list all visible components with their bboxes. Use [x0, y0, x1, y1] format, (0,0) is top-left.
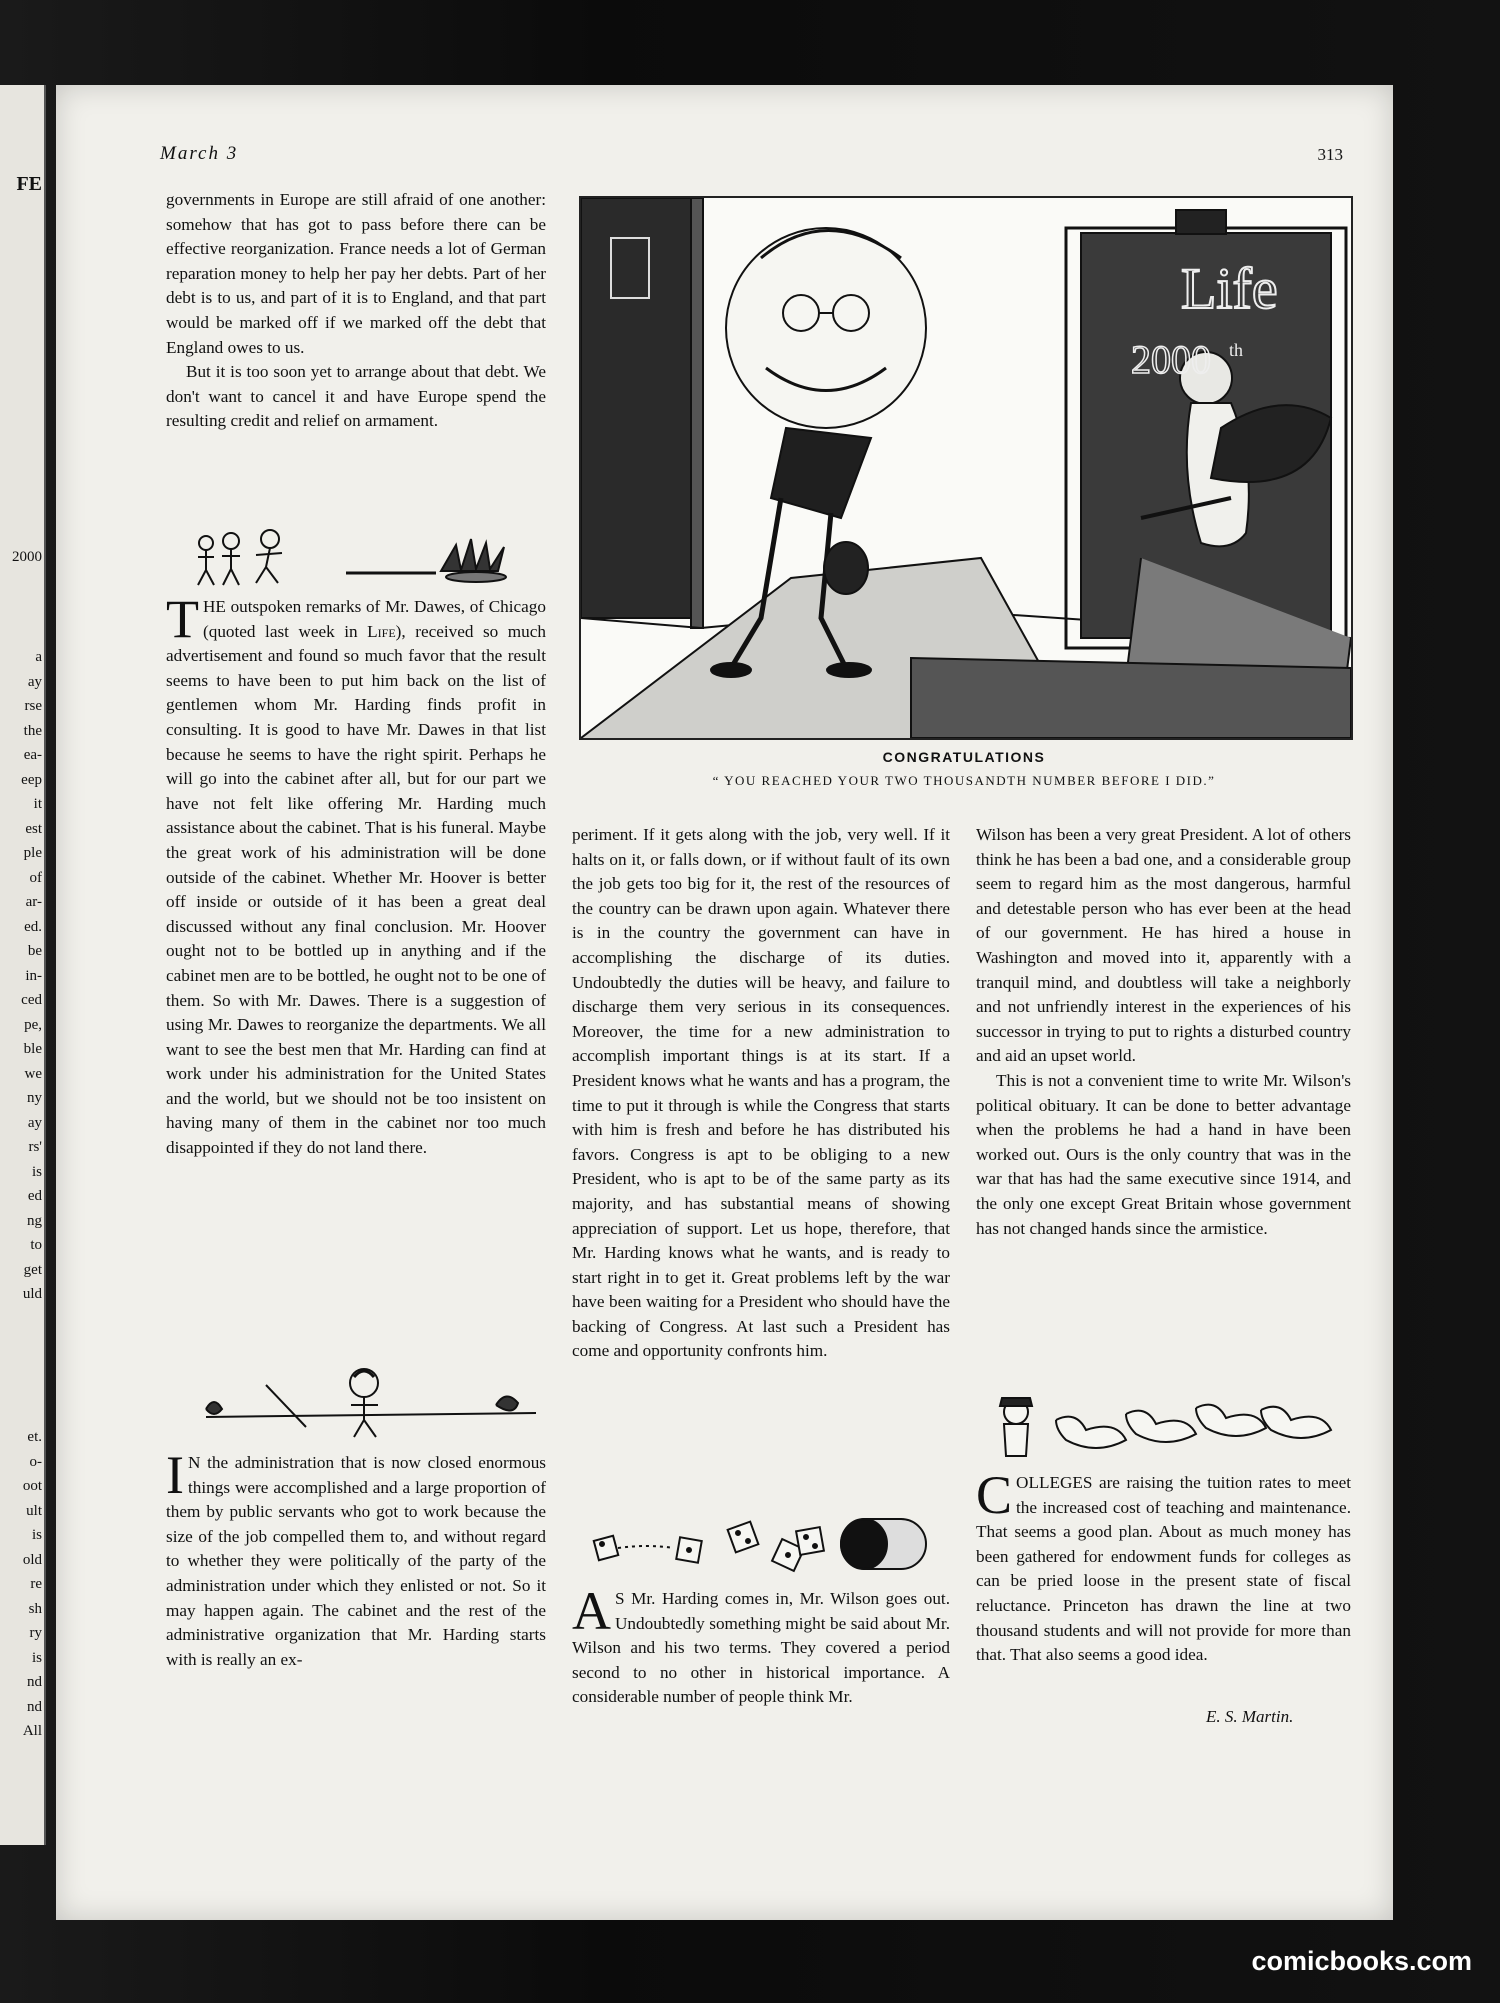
drop-cap: I [166, 1445, 184, 1505]
adjacent-page-fragment: is [31, 1527, 42, 1543]
adjacent-page-fragment: et. [27, 1429, 42, 1445]
vignette-tightrope-figure [186, 1365, 556, 1445]
drop-cap: C [976, 1465, 1013, 1525]
drop-cap: A [572, 1581, 611, 1641]
watermark: comicbooks.com [1251, 1946, 1472, 1976]
column-1-continued [166, 589, 546, 1161]
adjacent-page-fragment: rse [24, 698, 42, 714]
vignette-marching-figures [186, 525, 556, 595]
cartoon-caption-quote: “ YOU REACHED YOUR TWO THOUSANDTH NUMBER BEFORE I DID.” [712, 773, 1216, 788]
adjacent-page-fragment: ng [27, 1212, 42, 1229]
drop-cap: T [166, 589, 199, 649]
author-signature: E. S. Martin. [1206, 1707, 1294, 1726]
adjacent-page-fragment: in- [25, 967, 42, 984]
adjacent-page-fragment: sh [28, 1600, 42, 1617]
paragraph: periment. If it gets along with the job, very well. If it halts on it, or falls down, or if without fault of its own the job gets too big for it, the rest of the resources of the country can be drawn upon again. Whatever there is in the country the government can have in accomplishing the discharge of its duties. Undoubtedly the duties will be heavy, and failure to discharge them very serious in its consequences. Moreover, the time for a new administration to accomplish important things is at its start. If a President knows what he wants and has a program, the time to put it through is while the Congress that starts with him is fresh and before he has distributed his favors. Congress is apt to be obliging to a new President, who is apt to be of the same party as its majority, and has substantial means of showing appreciation of support. Let us hope, therefore, that Mr. Harding knows what he wants, and is ready to start right in to get it. Great problems left by the war have been waiting for a President who should have the backing of Congress. At last such a President has come and opportunity confronts him. [572, 825, 950, 1361]
adjacent-page-fragment: oot [22, 1478, 42, 1494]
column-3-bottom [976, 1465, 1351, 1668]
paragraph: governments in Europe are still afraid of one another: somehow that has got to pass before there can be effective reorganization. France needs a lot of German reparation money to help her pay her debts. Part of her debt is to us, and part of it is to England, and that part would be marked off if we marked off the debt that England owes to us. [166, 190, 546, 357]
adjacent-page-fragment: a [35, 649, 42, 665]
adjacent-page-fragment: old [22, 1551, 42, 1568]
cartoon-caption-title: CONGRATULATIONS [882, 749, 1046, 765]
column-3 [976, 823, 1351, 1241]
adjacent-page-fragment: All [22, 1723, 42, 1739]
paragraph-dawes: THE outspoken remarks of Mr. Dawes, of Chicago (quoted last week in Life), received so much advertisement and found so much favor that the result seems to have been to put him back on the list of gentlemen whom Mr. Harding finds profit in consulting. It is good to have Mr. Dawes in that list because he seems to have the right spirit. Perhaps he will go into the cabinet after all, but for our part we have not felt like offering Mr. Harding much assistance about the cabinet. That is his funeral. Maybe the great work of his administration will be done outside of the cabinet. Whether Mr. Hoover is better off inside or outside of it has been a great deal discussed without any final conclusion. Mr. Hoover ought not to be bottled up in anything and if the cabinet men are to be bottled, he ought not to be one of them. So with Mr. Dawes. There is a suggestion of using Mr. Dawes to reorganize the departments. We all want to see the best men that Mr. Harding can find at work under his administration for the United States and the world, but we should not be too insistent on having many of them in the cabinet nor too much disappointed if they do not land there. [166, 589, 546, 1158]
adjacent-page-fragment: ar- [25, 894, 42, 910]
adjacent-page-fragment: eep [21, 771, 42, 788]
adjacent-page-fragment: the [23, 722, 42, 739]
adjacent-page-fragment: uld [22, 1286, 42, 1302]
vignette-geese [986, 1390, 1346, 1470]
adjacent-page-fragment: ry [29, 1625, 42, 1641]
paragraph-wilson: A S Mr. Harding comes in, Mr. Wilson goes out. Undoubtedly something might be said about Mr. Wilson and his two terms. They covered a period second to no other in historical importance. A considerable number of people think Mr. [572, 1581, 950, 1707]
adjacent-page-header: FE [16, 173, 42, 195]
column-1-bottom [166, 1445, 546, 1672]
cartoon-board-number: 2000 [1131, 337, 1211, 382]
adjacent-page-fragment: rs' [28, 1139, 42, 1155]
adjacent-page-fragment: ple [23, 845, 42, 861]
adjacent-page-fragment: is [31, 1163, 42, 1180]
adjacent-page-fragment: 2000 [12, 549, 42, 565]
paragraph: Wilson has been a very great President. A lot of others think he has been a bad one, and a considerable group seem to regard him as the most dangerous, harmful and detestable person who has ever been at the head of our government. He has hired a house in Washington and moved into it, apparently with a tranquil mind, and doubtless will take a neighborly and not unfriendly interest in the experiences of his successor in trying to put to rights a disturbed country and aid an upset world. [976, 825, 1351, 1066]
magazine-page [56, 85, 1393, 1920]
cartoon-board-suffix: th [1229, 340, 1244, 360]
adjacent-page-fragment: ult [26, 1502, 42, 1519]
adjacent-page-fragment: ed. [24, 918, 42, 935]
adjacent-page-fragment: to [30, 1237, 42, 1253]
adjacent-page-fragment: o- [29, 1453, 42, 1470]
cartoon-illustration [579, 196, 1353, 740]
page-number: 313 [1317, 145, 1343, 164]
adjacent-page-fragment: of [29, 869, 42, 886]
adjacent-page-fragment: ay [27, 673, 42, 690]
paragraph: But it is too soon yet to arrange about that debt. We don't want to cancel it and have Europe spend the resulting credit and relief on armament. [166, 362, 546, 431]
adjacent-page-fragment: est [25, 820, 42, 837]
adjacent-page-edge [0, 85, 46, 1845]
cartoon-board-title: Life [1181, 256, 1278, 321]
page-date: March 3 [160, 143, 239, 164]
adjacent-page-fragment: nd [27, 1698, 42, 1715]
adjacent-page-fragment: ny [27, 1090, 42, 1106]
column-2-bottom [572, 1581, 950, 1710]
adjacent-page-fragment: ea- [23, 747, 42, 763]
paragraph-administration: I N the administration that is now closed enormous things were accomplished and a large proportion of them by public servants who got to work because the size of the job compelled them to, and without regard to whether they were politically of the party of the administration under which they enlisted or not. So it may happen again. The cabinet and the rest of the administrative organization that Mr. Harding starts with is really an ex- [166, 1445, 546, 1669]
adjacent-page-fragment: we [24, 1065, 42, 1082]
column-1 [166, 188, 546, 434]
adjacent-page-fragment: get [23, 1261, 42, 1278]
adjacent-page-fragment: nd [27, 1674, 42, 1690]
adjacent-page-fragment: ed [27, 1188, 42, 1204]
adjacent-page-fragment: it [33, 796, 42, 812]
paragraph: This is not a convenient time to write Mr. Wilson's political obituary. It can be done to better advantage when the problems he had a hand in have been worked out. Ours is the only country that was in the war that has had the same executive since 1914, and the only one except Great Britain whose government has not changed hands since the armistice. [976, 1070, 1351, 1238]
cartoon-drawing [581, 198, 1351, 738]
adjacent-page-fragment: ay [27, 1114, 42, 1131]
column-2 [572, 823, 950, 1364]
paragraph-colleges: COLLEGES are raising the tuition rates to meet the increased cost of teaching and maintenance. That seems a good plan. About as much money has been gathered for endowment funds for colleges as can be pried loose in the present state of fiscal reluctance. Princeton has drawn the line at two thousand students and will not provide for more than that. That also seems a good idea. [976, 1465, 1351, 1665]
adjacent-page-fragment: ble [23, 1041, 42, 1057]
adjacent-page-fragment: is [31, 1649, 42, 1666]
adjacent-page-fragment: pe, [24, 1016, 42, 1033]
adjacent-page-fragment: ced [21, 992, 42, 1008]
adjacent-page-fragment: re [30, 1576, 42, 1592]
adjacent-page-fragment: be [27, 943, 42, 959]
vignette-dice [586, 1513, 946, 1583]
